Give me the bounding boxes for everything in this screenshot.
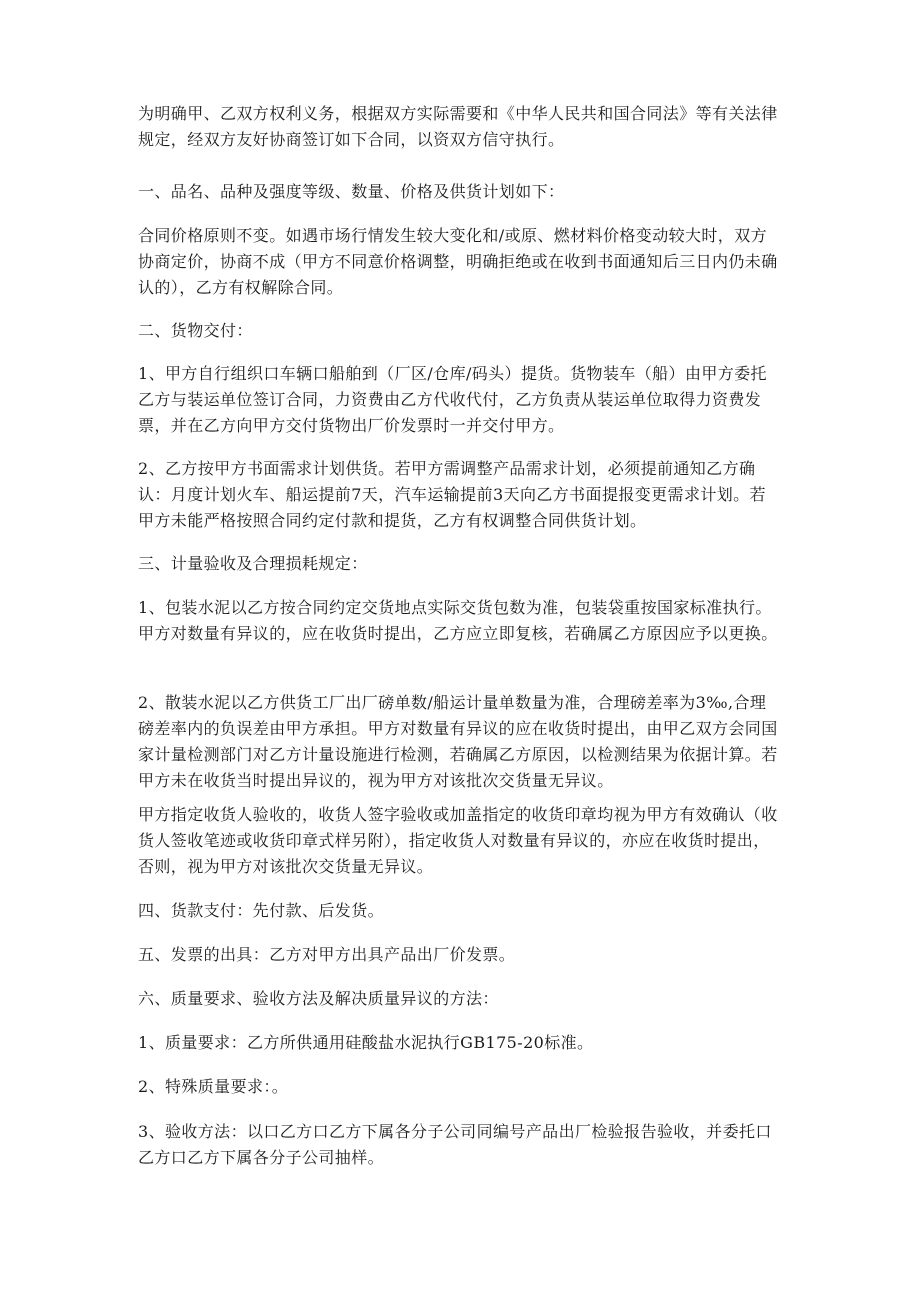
measurement-clause-1: 1、包装水泥以乙方按合同约定交货地点实际交货包数为准，包装袋重按国家标准执行。甲方对数量有异议的，应在收货时提出，乙方应立即复核，若确属乙方原因应予以更换。: [138, 598, 778, 643]
section-1-heading: 一、品名、品种及强度等级、数量、价格及供货计划如下：: [138, 182, 565, 201]
section-6-heading: 六、质量要求、验收方法及解决质量异议的方法：: [138, 989, 499, 1008]
measurement-clause-2: 2、散装水泥以乙方供货工厂出厂磅单数/船运计量单数量为准，合理磅差率为3‰,合理磅差率内的负误差由甲方承担。甲方对数量有异议的应在收货时提出，由甲乙双方会同国家计量检测部门对乙方计量设施进行检测，若确属乙方原因，以检测结果为依据计算。若甲方未在收货当时提出异议的，视为甲方对该批次交货量无异议。: [138, 693, 778, 790]
section-3-heading: 三、计量验收及合理损耗规定：: [138, 554, 368, 573]
delivery-clause-2: 2、乙方按甲方书面需求计划供货。若甲方需调整产品需求计划，必须提前通知乙方确认：月度计划火车、船运提前7天，汽车运输提前3天向乙方书面提报变更需求计划。若甲方未能严格按照合同约定付款和提货，乙方有权调整合同供货计划。: [138, 459, 766, 530]
quality-clause-1: 1、质量要求：乙方所供通用硅酸盐水泥执行GB175-20标准。: [138, 1033, 594, 1052]
quality-clause-3: 3、验收方法：以口乙方口乙方下属各分子公司同编号产品出厂检验报告验收，并委托口乙方口乙方下属各分子公司抽样。: [138, 1122, 772, 1167]
section-4-heading: 四、货款支付：先付款、后发货。: [138, 901, 385, 920]
intro-paragraph: 为明确甲、乙双方权利义务，根据双方实际需要和《中华人民共和国合同法》等有关法律规定，经双方友好协商签订如下合同，以资双方信守执行。: [138, 104, 778, 149]
section-2-heading: 二、货物交付：: [138, 321, 253, 340]
section-5-heading: 五、发票的出具：乙方对甲方出具产品出厂价发票。: [138, 945, 516, 964]
price-clause-paragraph: 合同价格原则不变。如遇市场行情发生较大变化和/或原、燃材料价格变动较大时，双方协商定价，协商不成（甲方不同意价格调整，明确拒绝或在收到书面通知后三日内仍未确认的），乙方有权解除合同。: [138, 226, 778, 297]
receiver-clause: 甲方指定收货人验收的，收货人签字验收或加盖指定的收货印章均视为甲方有效确认（收货人签收笔迹或收货印章式样另附），指定收货人对数量有异议的，亦应在收货时提出，否则，视为甲方对该批次交货量无异议。: [138, 805, 778, 876]
delivery-clause-1: 1、甲方自行组织口车辆口船舶到（厂区/仓库/码头）提货。货物装车（船）由甲方委托乙方与装运单位签订合同，力资费由乙方代收代付，乙方负责从装运单位取得力资费发票，并在乙方向甲方交付货物出厂价发票时一并交付甲方。: [138, 364, 767, 435]
quality-clause-2: 2、特殊质量要求：。: [138, 1077, 289, 1096]
